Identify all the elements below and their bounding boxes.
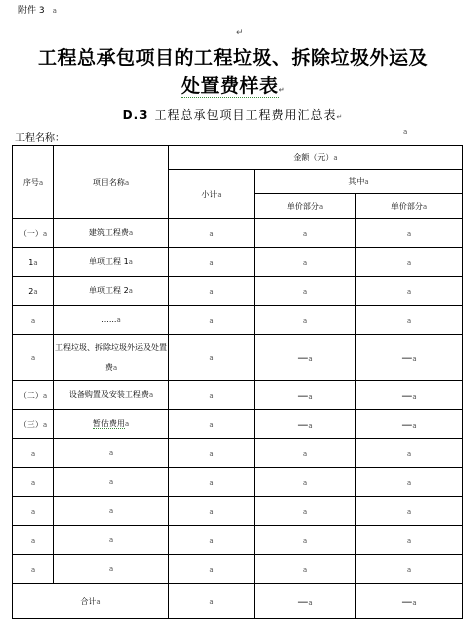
table-caption-text: 工程总承包项目工程费用汇总表 [154, 108, 337, 122]
row-name-cell: 建筑工程费a [54, 219, 169, 248]
table-row [13, 468, 463, 497]
table-row [13, 219, 463, 248]
line-break-mark: ↵ [278, 86, 285, 94]
total-label: 合计a [13, 584, 169, 619]
line-break-mark: ↵ [336, 113, 344, 121]
row-subtotal-cell: a [169, 219, 255, 248]
paragraph-mark: a [52, 7, 57, 15]
title-line-1: 工程总承包项目的工程垃圾、拆除垃圾外运及 [37, 47, 428, 69]
row-subtotal-cell: a [169, 381, 255, 410]
row-unit1-cell: a [255, 555, 356, 584]
row-unit2-cell: —a [356, 335, 463, 381]
row-subtotal-cell: a [169, 277, 255, 306]
row-seq-cell: 2a [13, 277, 54, 306]
row-name-cell: 工程垃圾、拆除垃圾外运及处置费a [54, 335, 169, 381]
row-unit2-cell: a [356, 468, 463, 497]
paragraph-mark: a [403, 128, 408, 136]
row-name-cell: 单项工程 1a [54, 248, 169, 277]
row-unit1-cell: a [255, 277, 356, 306]
row-name-cell: a [54, 497, 169, 526]
row-name-cell: a [54, 468, 169, 497]
row-unit2-cell: a [356, 306, 463, 335]
row-seq-cell: （二）a [13, 381, 54, 410]
total-unit-1: —a [255, 584, 356, 619]
row-unit1-cell: a [255, 439, 356, 468]
row-subtotal-cell: a [169, 410, 255, 439]
row-subtotal-cell: a [169, 526, 255, 555]
title-line-2: 处置费样表 [181, 75, 279, 97]
project-name-label: 工程名称： [15, 133, 65, 144]
row-name-cell: ......a [54, 306, 169, 335]
table-row [13, 335, 463, 381]
row-name-cell: 暂估费用a [54, 410, 169, 439]
table-row [13, 439, 463, 468]
row-subtotal-cell: a [169, 248, 255, 277]
row-subtotal-cell: a [169, 555, 255, 584]
document-title [0, 44, 466, 104]
row-unit2-cell: a [356, 277, 463, 306]
table-row [13, 381, 463, 410]
row-unit1-cell: a [255, 526, 356, 555]
header-unit-part-1: 单价部分a [255, 194, 356, 219]
line-break-mark: ↵ [236, 28, 244, 38]
total-subtotal: a [169, 584, 255, 619]
total-unit-2: —a [356, 584, 463, 619]
row-unit2-cell: —a [356, 410, 463, 439]
row-seq-cell: a [13, 526, 54, 555]
row-seq-cell: a [13, 555, 54, 584]
table-row [13, 526, 463, 555]
row-seq-cell: a [13, 497, 54, 526]
row-unit1-cell: a [255, 219, 356, 248]
row-unit2-cell: a [356, 555, 463, 584]
table-row [13, 306, 463, 335]
row-name-cell: a [54, 439, 169, 468]
row-name-cell: a [54, 555, 169, 584]
row-unit2-cell: a [356, 497, 463, 526]
row-name-cell: 设备购置及安装工程费a [54, 381, 169, 410]
table-row [13, 410, 463, 439]
row-seq-cell: a [13, 335, 54, 381]
row-seq-cell: a [13, 439, 54, 468]
header-seq: 序号a [13, 146, 54, 219]
row-subtotal-cell: a [169, 497, 255, 526]
attachment-label: 附件 3 a [18, 6, 57, 16]
row-unit1-cell: —a [255, 381, 356, 410]
total-row [13, 584, 463, 619]
row-subtotal-cell: a [169, 335, 255, 381]
row-unit2-cell: —a [356, 381, 463, 410]
row-unit1-cell: a [255, 497, 356, 526]
table-row [13, 248, 463, 277]
row-seq-cell: a [13, 468, 54, 497]
header-unit-part-2: 单价部分a [356, 194, 463, 219]
row-unit2-cell: a [356, 526, 463, 555]
row-unit1-cell: a [255, 306, 356, 335]
table-row [13, 555, 463, 584]
header-amount: 金额（元）a [169, 146, 463, 170]
row-unit1-cell: a [255, 468, 356, 497]
header-item-name: 项目名称a [54, 146, 169, 219]
header-among: 其中a [255, 170, 463, 194]
row-name-cell: 单项工程 2a [54, 277, 169, 306]
table-caption [0, 106, 466, 123]
row-unit2-cell: a [356, 248, 463, 277]
row-unit2-cell: a [356, 439, 463, 468]
row-subtotal-cell: a [169, 439, 255, 468]
header-subtotal: 小计a [169, 170, 255, 219]
row-seq-cell: a [13, 306, 54, 335]
table-row [13, 277, 463, 306]
row-unit1-cell: —a [255, 335, 356, 381]
row-unit2-cell: a [356, 219, 463, 248]
cost-summary-table [12, 145, 463, 619]
table-row [13, 497, 463, 526]
row-subtotal-cell: a [169, 306, 255, 335]
row-unit1-cell: a [255, 248, 356, 277]
table-code: D.3 [122, 108, 149, 122]
row-seq-cell: （一）a [13, 219, 54, 248]
row-unit1-cell: —a [255, 410, 356, 439]
row-subtotal-cell: a [169, 468, 255, 497]
row-name-cell: a [54, 526, 169, 555]
row-seq-cell: （三）a [13, 410, 54, 439]
row-seq-cell: 1a [13, 248, 54, 277]
